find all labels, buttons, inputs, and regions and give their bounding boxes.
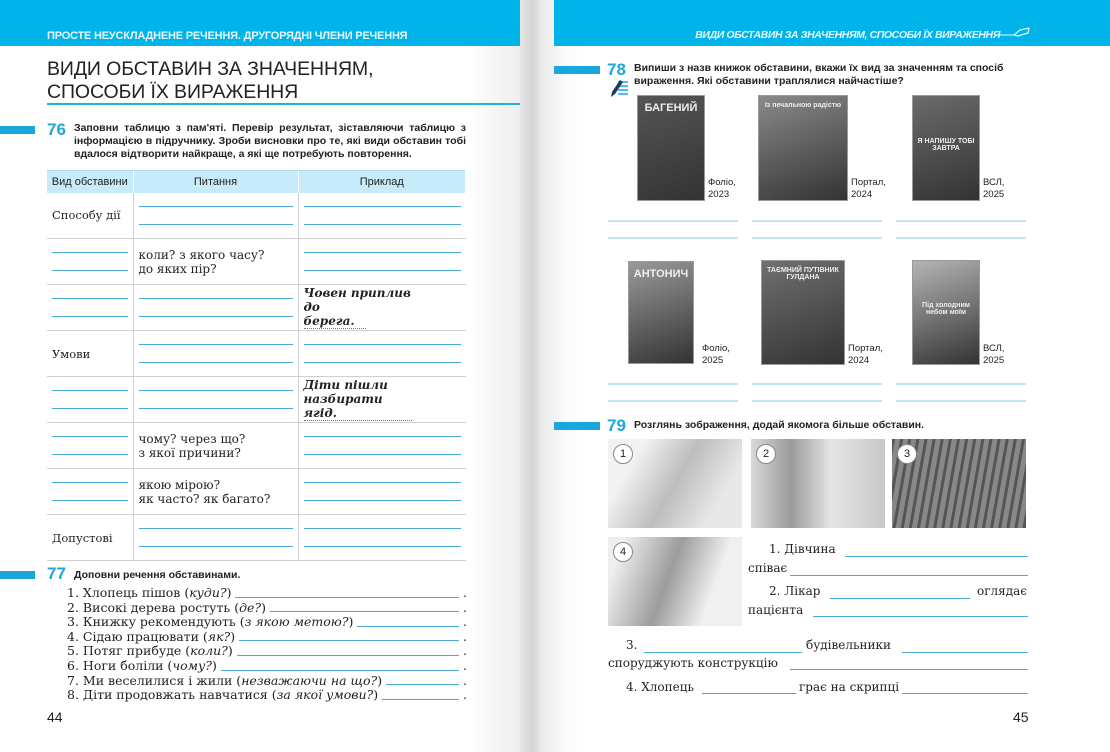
exercise-marker xyxy=(554,66,600,74)
book-cover xyxy=(912,260,980,365)
item-close: ) xyxy=(261,599,266,615)
table-header-row xyxy=(47,171,466,193)
book-spine xyxy=(520,0,540,752)
answer-line[interactable] xyxy=(752,220,882,222)
book-title: ТАЄМНИЙ ПУТІВНИК ГУЛДАНА xyxy=(767,267,839,281)
book-publisher: Фоліо, 2025 xyxy=(702,343,730,366)
item-number: 1. xyxy=(67,585,79,600)
answer-line[interactable] xyxy=(382,699,459,700)
item-number: 2. xyxy=(67,599,79,615)
answer-line[interactable] xyxy=(644,652,802,653)
item-close: ) xyxy=(226,585,232,600)
table-row xyxy=(47,239,466,285)
answer-line[interactable] xyxy=(608,237,738,239)
question-input[interactable] xyxy=(133,331,298,377)
end-mark: . xyxy=(463,585,467,600)
sentence-text: 2. Лікар xyxy=(769,584,821,598)
end-mark: . xyxy=(463,628,467,644)
answer-line[interactable] xyxy=(845,556,1028,557)
answer-line[interactable] xyxy=(752,383,882,385)
sentence-item xyxy=(67,644,467,659)
answer-line[interactable] xyxy=(896,400,1026,402)
title-divider xyxy=(47,103,520,105)
book-title: Я НАПИШУ ТОБІ ЗАВТРА xyxy=(917,137,975,152)
item-hint: чому? xyxy=(172,657,212,673)
end-mark: . xyxy=(463,643,467,659)
example-input[interactable] xyxy=(298,515,466,561)
book-publisher: ВСЛ, 2025 xyxy=(983,343,1005,366)
sentence-item xyxy=(67,674,467,689)
sentence-item xyxy=(67,659,467,674)
item-hint: куди? xyxy=(189,585,227,600)
item-hint: де? xyxy=(239,599,262,615)
item-hint: за якої умови? xyxy=(276,687,374,703)
exercise-marker xyxy=(0,126,35,134)
answer-line[interactable] xyxy=(830,598,970,599)
item-text: Сідаю працювати ( xyxy=(82,628,208,644)
sentence-item xyxy=(67,615,467,630)
table-row xyxy=(47,193,466,239)
book-cover xyxy=(912,95,980,201)
type-input[interactable] xyxy=(47,377,133,423)
exercise-photo xyxy=(892,439,1026,528)
sentence-text: 4. Хлопець xyxy=(626,680,695,694)
item-number: 8. xyxy=(67,687,79,703)
table-row xyxy=(47,515,466,561)
end-mark: . xyxy=(463,672,467,688)
answer-line[interactable] xyxy=(790,575,1028,576)
answer-line[interactable] xyxy=(790,669,1028,670)
answer-line[interactable] xyxy=(813,616,1028,617)
book-cover xyxy=(761,260,845,365)
type-input[interactable] xyxy=(47,239,133,285)
end-mark: . xyxy=(463,657,467,673)
exercise-marker xyxy=(0,571,35,579)
answer-line[interactable] xyxy=(752,400,882,402)
type-cell: Способу дії xyxy=(47,193,133,239)
item-close: ) xyxy=(348,614,354,630)
example-cell: Човен приплив до берега. xyxy=(298,285,466,331)
table-row xyxy=(47,331,466,377)
sentence-item xyxy=(67,586,467,601)
book-publisher: Портал, 2024 xyxy=(848,343,883,366)
book-cover xyxy=(637,95,705,201)
book-publisher: Фоліо, 2023 xyxy=(708,177,736,200)
exercise-photo xyxy=(608,537,742,626)
item-number: 4. xyxy=(67,628,79,644)
example-input[interactable] xyxy=(298,239,466,285)
answer-line[interactable] xyxy=(608,383,738,385)
circumstances-table xyxy=(47,170,466,561)
item-number: 3. xyxy=(67,614,79,630)
answer-line[interactable] xyxy=(357,626,459,627)
page-number: 44 xyxy=(47,709,63,725)
pencil-icon xyxy=(996,27,1030,37)
photo-number-badge: 3 xyxy=(897,444,917,464)
exercise-instruction: Заповни таблицю з пам'яті. Перевір результат, зіставляючи таблицю з інформацією в підручнику. Зроби висновки про те, які види обставин тобі вдалося відтворити найкраще, а які ще потребують повторення. xyxy=(74,122,466,160)
sentence-text: споруджують конструкцію xyxy=(608,656,778,670)
item-hint: коли? xyxy=(190,643,228,659)
sentence-text: 1. Дівчина xyxy=(769,542,836,556)
end-mark: . xyxy=(463,687,467,703)
sentence-text: грає на скрипці xyxy=(799,680,900,694)
answer-line[interactable] xyxy=(386,684,459,685)
answer-line[interactable] xyxy=(235,597,459,598)
exercise-instruction: Доповни речення обставинами. xyxy=(74,569,241,581)
question-input[interactable] xyxy=(133,193,298,239)
right-page xyxy=(540,0,1110,752)
page-title xyxy=(47,58,373,104)
example-input[interactable] xyxy=(298,193,466,239)
exercise-number: 79 xyxy=(607,416,626,435)
answer-line[interactable] xyxy=(752,237,882,239)
answer-line[interactable] xyxy=(221,670,459,671)
item-number: 7. xyxy=(67,672,79,688)
exercise-number: 77 xyxy=(47,564,66,583)
sentence-item xyxy=(67,630,467,645)
book-publisher: ВСЛ, 2025 xyxy=(983,177,1005,200)
item-number: 6. xyxy=(67,657,79,673)
end-mark: . xyxy=(463,614,467,630)
item-text: Хлопець пішов ( xyxy=(82,585,190,600)
book-cover xyxy=(628,261,694,364)
answer-line[interactable] xyxy=(902,652,1028,653)
answer-line[interactable] xyxy=(239,640,459,641)
sentence-list xyxy=(67,586,467,703)
exercise-photo xyxy=(608,439,742,528)
sentence-text: пацієнта xyxy=(748,603,804,617)
column-header: Питання xyxy=(133,171,298,193)
item-text: Потяг прибуде ( xyxy=(82,643,191,659)
type-cell: Допустові xyxy=(47,515,133,561)
exercise-marker xyxy=(554,422,600,430)
sentence-item xyxy=(67,688,467,703)
book-title: Під холодним небом моїм xyxy=(922,302,970,317)
answer-line[interactable] xyxy=(896,383,1026,385)
example-input[interactable] xyxy=(298,331,466,377)
pencil-notes-icon xyxy=(608,78,630,98)
table-row xyxy=(47,377,466,423)
photo-number-badge: 1 xyxy=(613,444,633,464)
book-cover xyxy=(758,95,848,201)
item-number: 5. xyxy=(67,643,79,659)
column-header: Вид обставини xyxy=(47,171,133,193)
exercise-number: 76 xyxy=(47,120,66,139)
left-page xyxy=(0,0,520,752)
book-title: АНТОНИЧ xyxy=(633,268,689,280)
page-number: 45 xyxy=(1013,709,1029,725)
example-cell: Діти пішли назбирати ягід. xyxy=(298,377,466,423)
sentence-item xyxy=(67,601,467,616)
item-close: ) xyxy=(227,643,233,659)
item-hint: незважаючи на що? xyxy=(241,672,378,688)
item-close: ) xyxy=(373,687,379,703)
item-text: Ми веселилися і жили ( xyxy=(82,672,242,688)
table-row xyxy=(47,285,466,331)
type-input[interactable] xyxy=(47,469,133,515)
answer-line[interactable] xyxy=(237,655,459,656)
type-input[interactable] xyxy=(47,423,133,469)
item-hint: з якою метою? xyxy=(244,614,349,630)
question-input[interactable] xyxy=(133,285,298,331)
exercise-instruction: Випиши з назв книжок обставини, вкажи їх вид за значенням та спосіб вираження. Які обставини траплялися найчастіше? xyxy=(634,62,1004,87)
answer-line[interactable] xyxy=(896,237,1026,239)
example-input[interactable] xyxy=(298,469,466,515)
item-text: Діти продовжать навчатися ( xyxy=(82,687,277,703)
title-line: СПОСОБИ ЇХ ВИРАЖЕННЯ xyxy=(47,81,299,103)
exercise-instruction: Розглянь зображення, додай якомога більше обставин. xyxy=(634,419,925,431)
sentence-text: оглядає xyxy=(977,584,1027,598)
item-text: Високі дерева ростуть ( xyxy=(82,599,240,615)
item-text: Ноги боліли ( xyxy=(82,657,173,673)
sentence-text: 3. xyxy=(626,638,638,652)
example-input[interactable] xyxy=(298,423,466,469)
running-head: ВИДИ ОБСТАВИН ЗА ЗНАЧЕННЯМ, СПОСОБИ ЇХ ВИРАЖЕННЯ xyxy=(695,29,1000,41)
item-text: Книжку рекомендують ( xyxy=(82,614,245,630)
type-cell: Умови xyxy=(47,331,133,377)
running-head: ПРОСТЕ НЕУСКЛАДНЕНЕ РЕЧЕННЯ. ДРУГОРЯДНІ ЧЛЕНИ РЕЧЕННЯ xyxy=(47,30,408,42)
book-title: Із печальною радістю xyxy=(764,102,842,109)
sentence-text: будівельники xyxy=(806,638,892,652)
item-hint: як? xyxy=(207,628,231,644)
end-mark: . xyxy=(463,599,467,615)
answer-line[interactable] xyxy=(702,693,796,694)
sentence-text: співає xyxy=(748,561,788,575)
answer-line[interactable] xyxy=(608,400,738,402)
question-cell: коли? з якого часу? до яких пір? xyxy=(133,239,298,285)
table-row xyxy=(47,469,466,515)
table-row xyxy=(47,423,466,469)
answer-line[interactable] xyxy=(902,693,1028,694)
answer-line[interactable] xyxy=(608,220,738,222)
item-close: ) xyxy=(211,657,217,673)
answer-line[interactable] xyxy=(270,611,459,612)
book-title: БАГЕНИЙ xyxy=(644,102,698,114)
book-publisher: Портал, 2024 xyxy=(851,177,886,200)
exercise-number: 78 xyxy=(607,60,626,79)
item-close: ) xyxy=(377,672,383,688)
title-line: ВИДИ ОБСТАВИН ЗА ЗНАЧЕННЯМ, xyxy=(47,58,374,80)
answer-line[interactable] xyxy=(896,220,1026,222)
question-input[interactable] xyxy=(133,377,298,423)
question-cell: чому? через що? з якої причини? xyxy=(133,423,298,469)
question-cell: якою мірою? як часто? як багато? xyxy=(133,469,298,515)
type-input[interactable] xyxy=(47,285,133,331)
photo-number-badge: 2 xyxy=(756,444,776,464)
exercise-photo xyxy=(751,439,885,528)
photo-number-badge: 4 xyxy=(613,542,633,562)
item-close: ) xyxy=(230,628,236,644)
question-input[interactable] xyxy=(133,515,298,561)
column-header: Приклад xyxy=(298,171,466,193)
